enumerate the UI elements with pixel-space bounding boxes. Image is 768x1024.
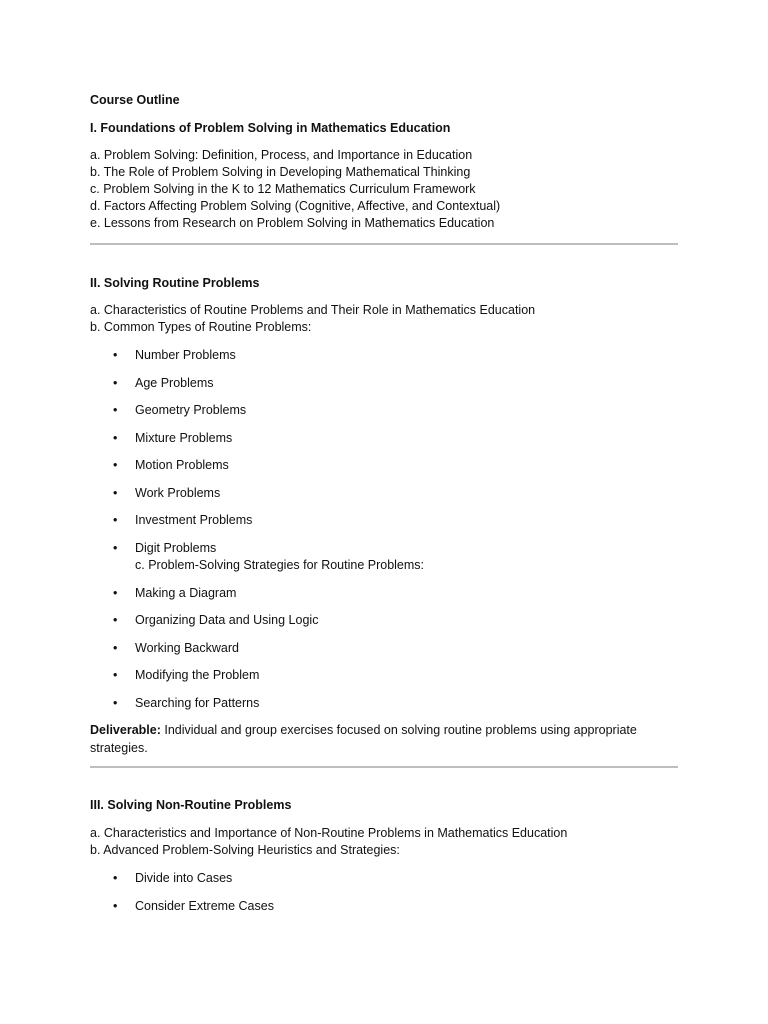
bullet-item: • Divide into Cases xyxy=(113,871,233,885)
bullet-icon: • xyxy=(113,485,118,500)
bullet-icon: • xyxy=(113,430,118,445)
section-divider xyxy=(90,243,678,245)
deliverable-text: Individual and group exercises focused on solving routine problems using appropriate strategies. xyxy=(90,723,637,755)
bullet-item: • Making a Diagram xyxy=(113,585,237,600)
bullet-item: • Digit Problems c. Problem-Solving Strategies for Routine Problems: xyxy=(113,540,425,572)
bullet-icon: • xyxy=(113,403,118,417)
deliverable-note xyxy=(90,721,650,757)
document-title: Course Outline xyxy=(90,93,180,107)
list-item: b. Advanced Problem-Solving Heuristics and Strategies: xyxy=(90,843,400,857)
list-item: b. Common Types of Routine Problems: xyxy=(90,320,312,334)
bullet-item: • Motion Problems xyxy=(113,458,229,472)
bullet-icon: • xyxy=(113,513,118,527)
bullet-icon: • xyxy=(113,585,118,600)
bullet-item: • Investment Problems xyxy=(113,513,253,527)
section-1-list xyxy=(90,147,500,232)
strategies-heading: c. Problem-Solving Strategies for Routine Problems: xyxy=(135,557,425,572)
section-1-title: I. Foundations of Problem Solving in Mathematics Education xyxy=(90,121,451,135)
section-2-list xyxy=(90,302,535,336)
bullet-item: • Work Problems xyxy=(113,485,221,500)
bullet-icon: • xyxy=(113,348,118,362)
bullet-icon: • xyxy=(113,871,118,885)
section-3-list xyxy=(90,825,567,859)
bullet-item: • Consider Extreme Cases xyxy=(113,898,274,913)
bullet-item: • Number Problems xyxy=(113,348,236,362)
bullet-item: • Mixture Problems xyxy=(113,430,233,445)
deliverable-label: Deliverable: xyxy=(90,723,161,737)
list-item: d. Factors Affecting Problem Solving (Cognitive, Affective, and Contextual) xyxy=(90,199,501,213)
section-2-title: II. Solving Routine Problems xyxy=(90,276,260,290)
list-item: b. The Role of Problem Solving in Developing Mathematical Thinking xyxy=(90,165,471,179)
list-item: e. Lessons from Research on Problem Solving in Mathematics Education xyxy=(90,216,495,230)
bullet-item: • Organizing Data and Using Logic xyxy=(113,613,319,627)
bullet-icon: • xyxy=(113,375,118,390)
bullet-item: • Modifying the Problem xyxy=(113,668,260,682)
list-item: c. Problem Solving in the K to 12 Mathematics Curriculum Framework xyxy=(90,182,476,196)
list-item: a. Problem Solving: Definition, Process, and Importance in Education xyxy=(90,148,473,162)
routine-problem-types-list xyxy=(90,347,424,722)
bullet-icon: • xyxy=(113,668,118,682)
bullet-item: • Age Problems xyxy=(113,375,214,390)
section-3-title: III. Solving Non-Routine Problems xyxy=(90,798,292,812)
bullet-item: • Geometry Problems xyxy=(113,403,247,417)
list-item: a. Characteristics of Routine Problems and Their Role in Mathematics Education xyxy=(90,303,536,317)
list-item: a. Characteristics and Importance of Non-Routine Problems in Mathematics Education xyxy=(90,826,568,840)
bullet-icon: • xyxy=(113,458,118,472)
bullet-icon: • xyxy=(113,613,118,627)
bullet-icon: • xyxy=(113,695,118,710)
bullet-item: • Searching for Patterns xyxy=(113,695,260,710)
bullet-icon: • xyxy=(113,640,118,655)
bullet-item: • Working Backward xyxy=(113,640,239,655)
non-routine-strategies-list xyxy=(90,870,274,925)
bullet-icon: • xyxy=(113,898,118,913)
bullet-icon: • xyxy=(113,540,118,555)
section-divider xyxy=(90,766,678,768)
